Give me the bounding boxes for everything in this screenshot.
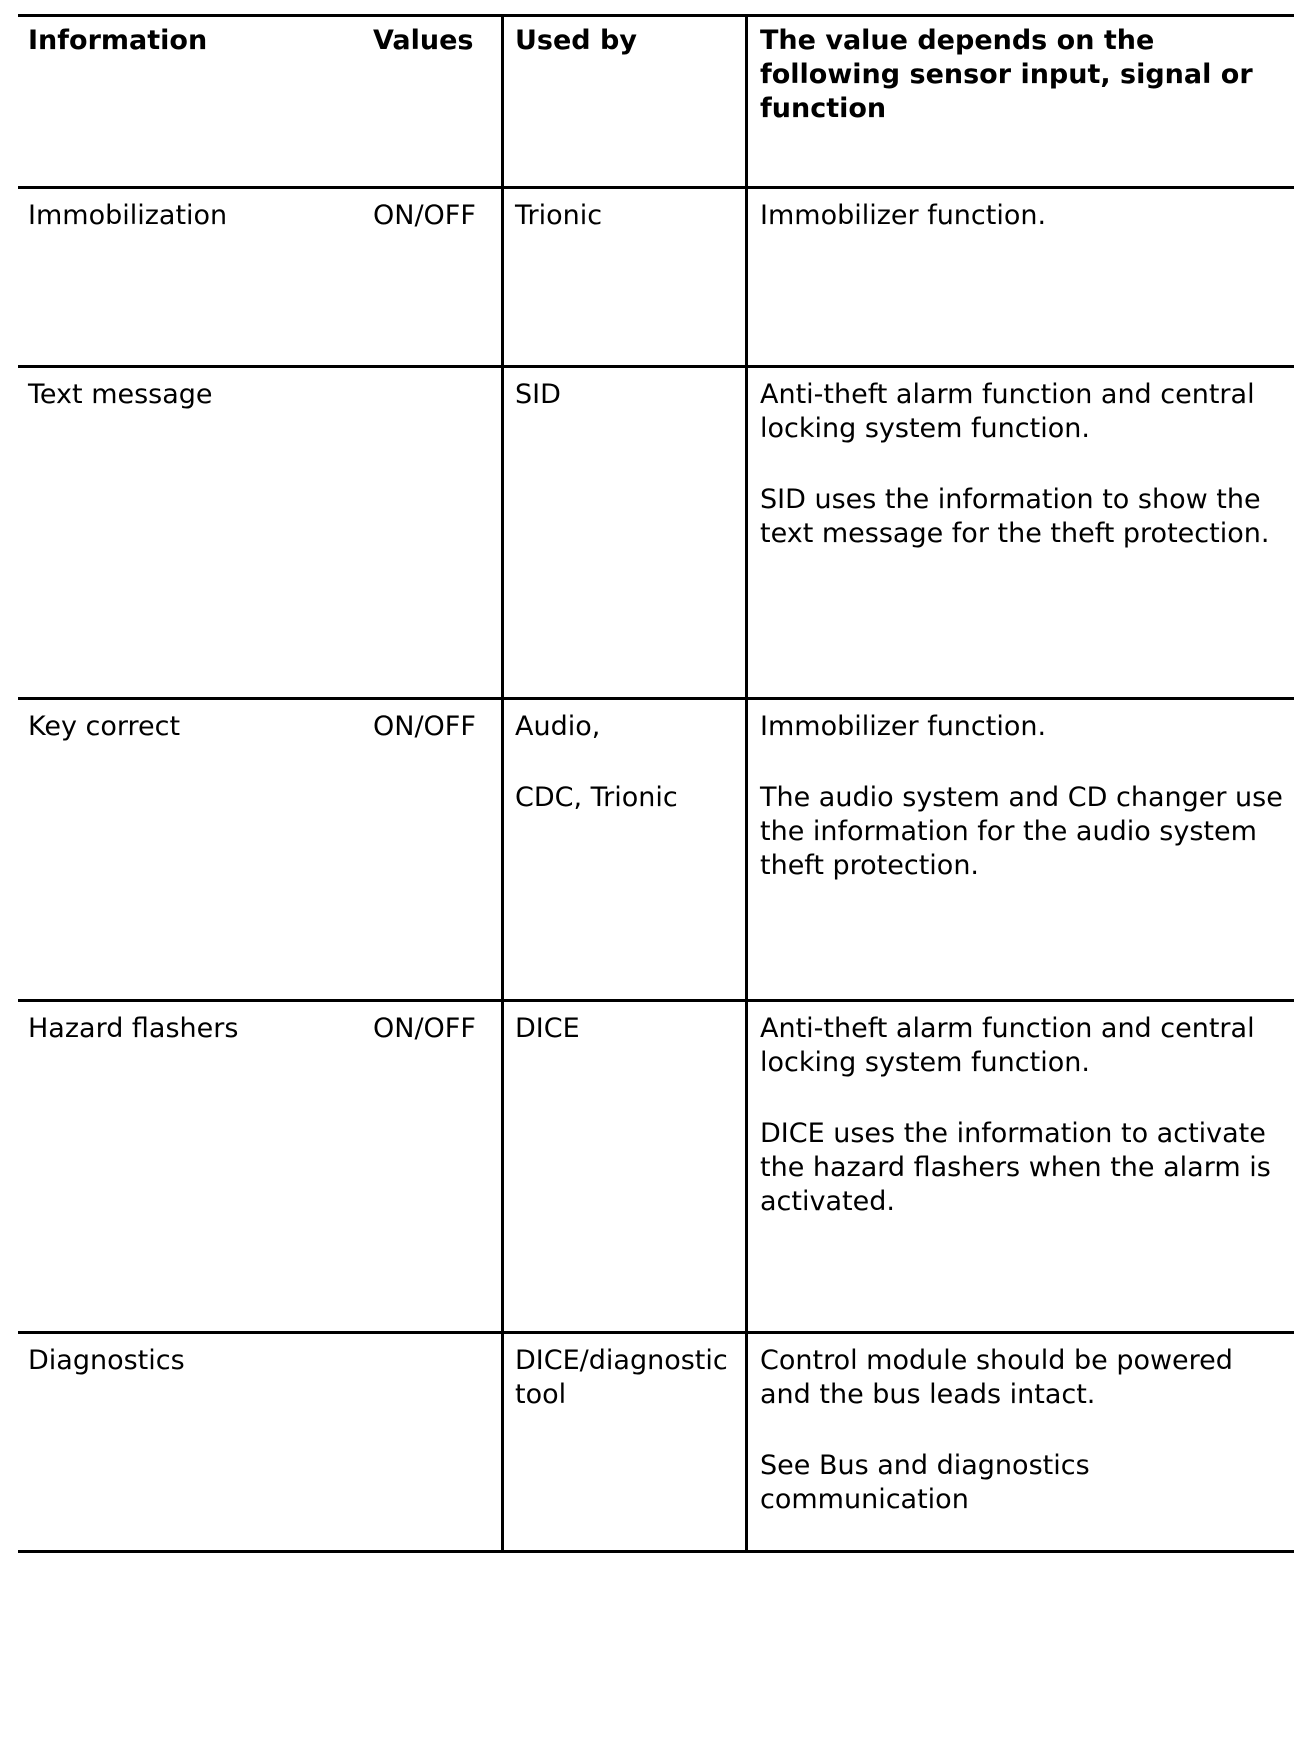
cell-values: ON/OFF — [373, 711, 476, 742]
cell-used-by — [515, 1344, 755, 1412]
cell-depends-on — [760, 199, 1288, 233]
table-row — [18, 189, 1294, 365]
cell-depends-on — [760, 1012, 1288, 1219]
depends-paragraph: Control module should be powered and the bus leads intact. — [760, 1345, 1233, 1410]
cell-information: Immobilization — [28, 200, 228, 231]
cell-depends-on — [760, 1344, 1288, 1517]
cell-information: Hazard flashers — [28, 1013, 239, 1044]
depends-paragraph: Immobilizer function. — [760, 711, 1047, 742]
cell-information: Diagnostics — [28, 1345, 185, 1376]
cell-depends-on — [760, 710, 1288, 883]
used-by-line: Audio, — [515, 711, 601, 742]
depends-paragraph: The audio system and CD changer use the information for the audio system theft protection. — [760, 782, 1283, 881]
depends-paragraph: DICE uses the information to activate the hazard flashers when the alarm is activated. — [760, 1118, 1271, 1217]
table-row — [18, 1334, 1294, 1550]
header-depends-on: The value depends on the following sensor input, signal or function — [760, 25, 1253, 124]
table-header-row — [18, 14, 1294, 186]
depends-paragraph: Anti-theft alarm function and central locking system function. — [760, 1013, 1255, 1078]
cell-information: Text message — [28, 379, 213, 410]
used-by-line: DICE/diagnostic tool — [515, 1345, 728, 1410]
depends-paragraph: Anti-theft alarm function and central locking system function. — [760, 379, 1255, 444]
cell-used-by — [515, 710, 755, 815]
used-by-line: SID — [515, 379, 561, 410]
cell-used-by — [515, 378, 755, 412]
header-used-by: Used by — [515, 25, 637, 56]
table-row — [18, 700, 1294, 999]
cell-information: Key correct — [28, 711, 181, 742]
depends-paragraph: See Bus and diagnostics communication — [760, 1450, 1090, 1515]
table-row — [18, 1002, 1294, 1331]
cell-values: ON/OFF — [373, 1013, 476, 1044]
depends-paragraph: Immobilizer function. — [760, 200, 1047, 231]
header-values: Values — [373, 25, 474, 56]
used-by-line: Trionic — [515, 200, 603, 231]
cell-used-by — [515, 199, 755, 233]
used-by-line: DICE — [515, 1013, 580, 1044]
depends-paragraph: SID uses the information to show the text message for the theft protection. — [760, 484, 1270, 549]
cell-values: ON/OFF — [373, 200, 476, 231]
header-information: Information — [28, 25, 208, 56]
cell-depends-on — [760, 378, 1288, 551]
table-rule-bottom — [18, 1550, 1294, 1553]
cell-used-by — [515, 1012, 755, 1046]
used-by-line: CDC, Trionic — [515, 782, 678, 813]
table-row — [18, 368, 1294, 697]
